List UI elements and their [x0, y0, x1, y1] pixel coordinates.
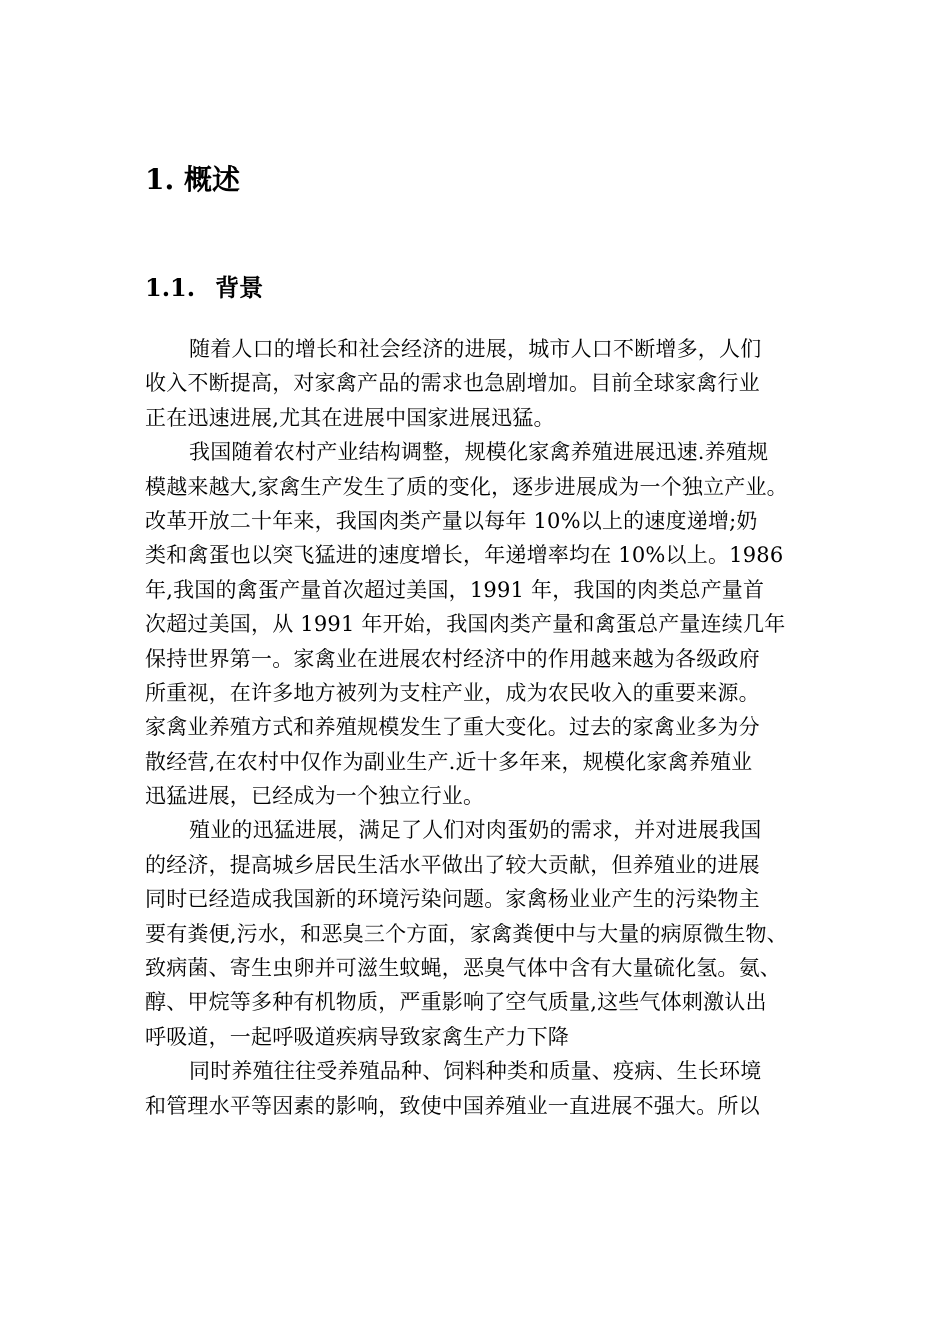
text-line: 家禽业养殖方式和养殖规模发生了重大变化。过去的家禽业多为分	[145, 715, 760, 740]
text-line: 同时已经造成我国新的环境污染问题。家禽杨业业产生的污染物主	[145, 887, 760, 912]
subsection-number: 1.1.	[145, 273, 196, 302]
text-line: 殖业的迅猛进展，满足了人们对肉蛋奶的需求，并对进展我国	[189, 818, 762, 843]
text-line: 改革开放二十年来，我国肉类产量以每年 10%以上的速度递增;奶	[145, 508, 758, 533]
text-line: 次超过美国，从 1991 年开始，我国肉类产量和禽蛋总产量连续几年	[145, 612, 786, 637]
paragraph-1	[145, 332, 825, 435]
paragraph-3	[145, 813, 825, 1054]
text-line: 正在迅速进展,尤其在进展中国家进展迅猛。	[145, 405, 555, 430]
text-line: 醇、甲烷等多种有机物质，严重影响了空气质量,这些气体刺激认出	[145, 990, 767, 1015]
text-line: 随着人口的增长和社会经济的进展，城市人口不断增多，人们	[189, 337, 762, 361]
subsection-heading	[145, 268, 825, 308]
text-line: 类和禽蛋也以突飞猛进的速度增长，年递增率均在 10%以上。1986	[145, 543, 784, 568]
text-line: 模越来越大,家禽生产发生了质的变化，逐步进展成为一个独立产业。	[145, 474, 788, 499]
text-line: 致病菌、寄生虫卵并可滋生蚊蝇，恶臭气体中含有大量硫化氢。氨、	[145, 956, 781, 981]
text-line: 要有粪便,污水，和恶臭三个方面，家禽粪便中与大量的病原微生物、	[145, 921, 788, 946]
text-line: 迅猛进展，已经成为一个独立行业。	[145, 784, 485, 809]
text-line: 呼吸道，一起呼吸道疾病导致家禽生产力下降	[145, 1024, 569, 1049]
text-line: 收入不断提高，对家禽产品的需求也急剧增加。目前全球家禽行业	[145, 371, 760, 396]
body-text	[145, 332, 825, 1123]
page-content	[145, 158, 825, 1123]
paragraph-4	[145, 1054, 825, 1123]
text-line: 的经济，提高城乡居民生活水平做出了较大贡献，但养殖业的进展	[145, 852, 760, 877]
text-line: 和管理水平等因素的影响，致使中国养殖业一直进展不强大。所以	[145, 1093, 760, 1118]
paragraph-2	[145, 435, 825, 813]
text-line: 同时养殖往往受养殖品种、饲料种类和质量、疫病、生长环境	[189, 1059, 762, 1084]
text-line: 所重视，在许多地方被列为支柱产业，成为农民收入的重要来源。	[145, 680, 760, 705]
text-line: 我国随着农村产业结构调整，规模化家禽养殖进展迅速.养殖规	[189, 440, 769, 465]
section-heading: 1. 概述	[145, 163, 240, 196]
text-line: 年,我国的禽蛋产量首次超过美国，1991 年，我国的肉类总产量首	[145, 577, 765, 602]
text-line: 散经营,在农村中仅作为副业生产.近十多年来，规模化家禽养殖业	[145, 749, 753, 774]
text-line: 保持世界第一。家禽业在进展农村经济中的作用越来越为各级政府	[145, 646, 760, 671]
subsection-title: 背景	[215, 273, 264, 302]
